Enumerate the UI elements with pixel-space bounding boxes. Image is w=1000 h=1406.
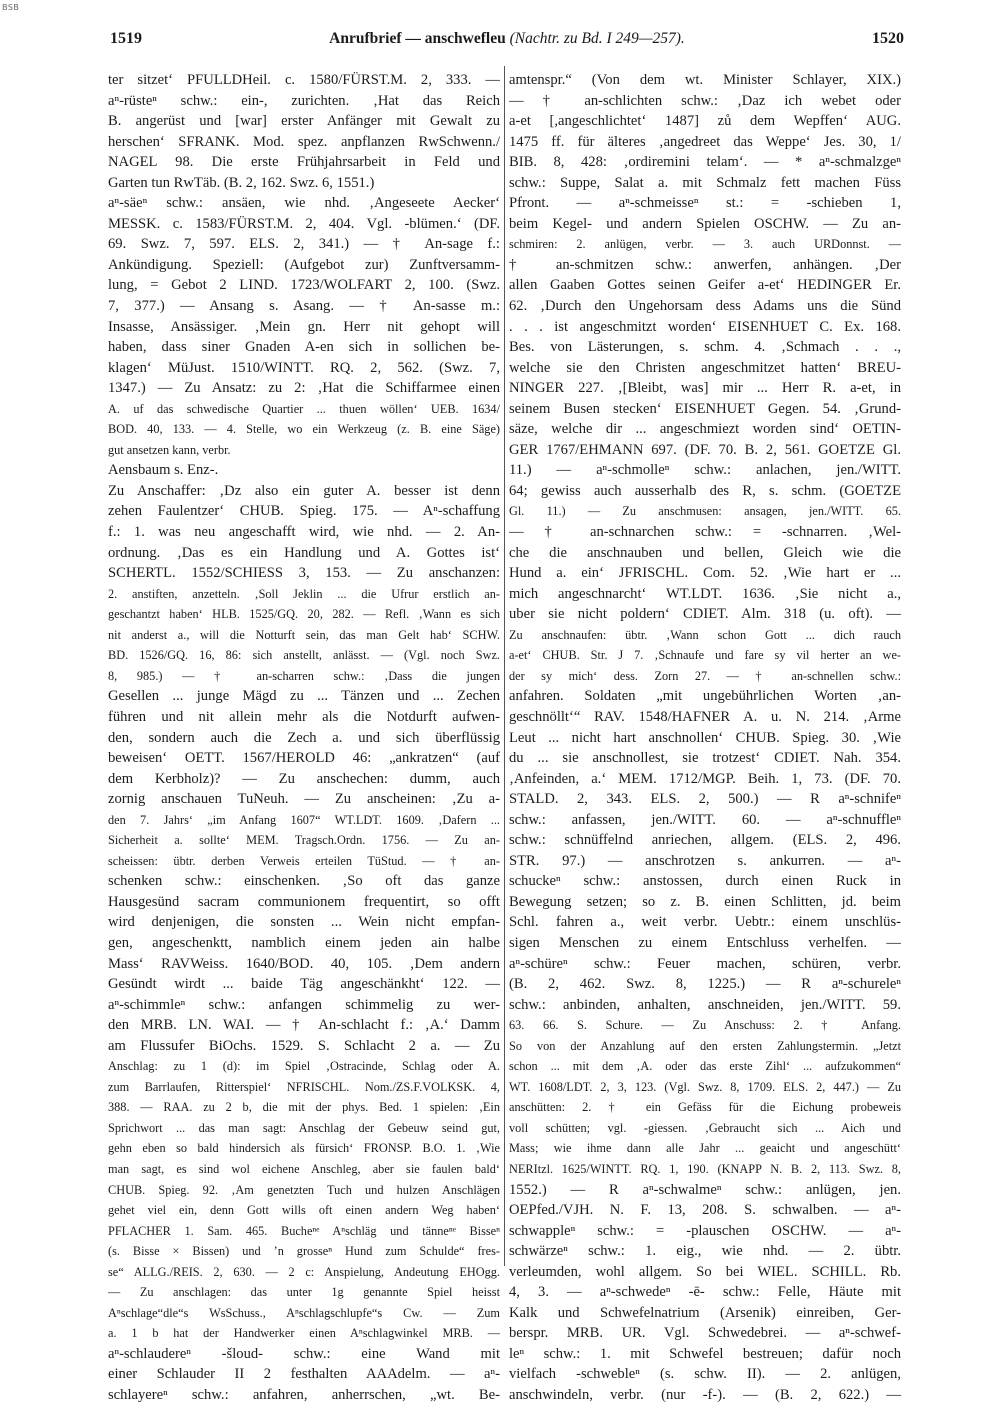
text-line: Hausgesünd sacram communionem frequentirt, so offt [108, 893, 500, 910]
text-line: STR. 97.) — anschrotzen s. ankurren. — aⁿ- [509, 852, 901, 869]
text-line: — Zu anschlagen: das unter 1g genannte Spiel heisst [108, 1285, 500, 1300]
text-line: 1552.) — R aⁿ-schwalmeⁿ schw.: anlügen, jen. [509, 1181, 901, 1198]
text-line: Garten tun RwTäb. (B. 2, 162. Swz. 6, 1551.) [108, 174, 375, 191]
text-line: 2. anstiften, anzetteln. ‚Soll Jeklin ... die Ufrur erstlich an- [108, 586, 500, 601]
text-line: (s. Bisse × Bissen) und ’n grosseⁿ Hund zum Schulde“ fres- [108, 1244, 500, 1259]
text-line: ter sitzet‘ PFULLDHeil. c. 1580/FÜRST.M. 2, 333. — [108, 72, 500, 88]
text-line: † an-schmitzen schw.: anwerfen, anhängen. ‚Der [509, 256, 901, 273]
text-line: dem Kerbholz)? — Zu anschechen: dumm, auch [108, 770, 500, 787]
text-line: B. angerüst und [war] erster Anfänger mit Gewalt zu [108, 113, 500, 130]
text-line: 4, 3. — aⁿ-schwedeⁿ -ē- schw.: Felle, Häute mit [509, 1284, 901, 1301]
text-line: PFLACHER 1. Sam. 465. Bucheⁿᵉ Aⁿschläg und tänneⁿᵉ Bisseⁿ [108, 1223, 500, 1238]
text-line: uber sie nicht poldern‘ CDIET. Alm. 318 (u. oft). — [509, 606, 901, 623]
text-line: schon ... mit dem ‚A. oder das erste Zihl‘ ... aufzukommen“ [509, 1059, 901, 1074]
text-line: schw.: anfassen, jen./WITT. 60. — aⁿ-schnuffleⁿ [509, 811, 901, 828]
text-line: schlayereⁿ schw.: anfahren, anherrschen, „wt. Be- [108, 1387, 500, 1403]
text-line: Aensbaum s. Enz-. [108, 462, 219, 479]
text-line: geschnöllt‘“ RAV. 1548/HAFNER A. u. N. 214. ‚Arme [509, 708, 901, 725]
text-line: Ankündigung. Speziell: (Aufgebot zur) Zunftversamm- [108, 256, 500, 273]
running-head-title: Anrufbrief — anschwefleu [329, 30, 506, 47]
text-line: lung, = Gebot 2 LIND. 1723/WOLFART 2, 100. (Swz. [108, 277, 500, 294]
text-line: seinem Busen stecken‘ EISENHUET Gegen. 54. ‚Grund- [509, 400, 901, 417]
text-line: einer Schlauder II 2 festhalten AAAdelm. — aⁿ- [108, 1366, 500, 1383]
text-line: OEPfed./VJH. N. F. 13, 208. S. schwalben. — aⁿ- [509, 1202, 901, 1219]
text-line: f.: 1. was neu angeschafft wird, wie nhd. — 2. An- [108, 524, 500, 541]
text-line: herschen‘ SFRANK. Mod. spez. anpflanzen RwSchwenn./ [108, 133, 500, 150]
text-line: So von der Anzahlung auf den ersten Zahlungstermin. „Jetzt [509, 1038, 901, 1053]
text-line: 7, 377.) — Ansang s. Asang. — † An-sasse m.: [108, 298, 500, 315]
text-line: amtenspr.“ (Von dem wt. Minister Schlayer, XIX.) [509, 72, 901, 88]
text-line: se“ ALLG./REIS. 2, 630. — 2 c: Anspielung, Andeutung EHOgg. [108, 1264, 500, 1279]
text-line: ordnung. ‚Das es ein Handlung und A. Gottes ist‘ [108, 544, 500, 561]
text-line: Zu Anschaffer: ‚Dz also ein guter A. besser ist denn [108, 482, 500, 499]
text-line: NINGER 227. ‚[Bleibt, was] mir ... Herr R. a-et, in [509, 380, 901, 397]
text-line: vielfach -schwebleⁿ (s. schw. II). — 2. anlügen, [509, 1366, 901, 1383]
text-line: den, sondern auch die Zech a. und sich überflüssig [108, 729, 500, 746]
text-line: gut ansetzen kann, verbr. [108, 442, 231, 457]
text-line: gehn eben so bald hindersich als fürsich‘ FRONSP. B.O. 1. ‚Wie [108, 1141, 500, 1156]
text-line: säze, welche dir ... angeschmiezt worden sind‘ OETIN- [509, 421, 901, 438]
text-line: Mass‘ RAVWeiss. 1640/BOD. 40, 105. ‚Dem andern [108, 955, 500, 972]
text-line: Anschlag: zu 1 (d): im Spiel ‚Ostracinde, Schlag oder A. [108, 1059, 500, 1074]
text-line: aⁿ-rüsteⁿ schw.: ein-, zurichten. ‚Hat das Reich [108, 92, 500, 109]
text-line: 63. 66. S. Schure. — Zu Anschuss: 2. † Anfang. [509, 1018, 901, 1033]
text-line: gen, angeschenktt, namblich einem jeden ain halbe [108, 934, 500, 951]
text-line: 64; gewiss auch ausserhalb des R, s. schm. (GOETZE [509, 482, 901, 499]
text-line: man sagt, es sind wol eichene Anschleg, aber sie faulen bald‘ [108, 1161, 500, 1176]
text-line: Pfront. — aⁿ-schmeisseⁿ st.: = -schieben 1, [509, 195, 901, 212]
text-line: aⁿ-schlaudereⁿ -šloud- schw.: eine Wand mit [108, 1345, 500, 1362]
text-line: du ... sie anschnollest, sie trotzest‘ CDIET. Nah. 354. [509, 750, 901, 767]
page-header [110, 30, 904, 54]
text-line: zum Barrlaufen, Ritterspiel‘ NFRISCHL. Nom./ZS.F.VOLKSK. 4, [108, 1079, 500, 1094]
text-line: 62. ‚Durch den Ungehorsam dess Adams uns die Sünd [509, 298, 901, 315]
text-line: beim Kegel- und andern Spielen OSCHW. — Zu an- [509, 215, 901, 232]
running-head [110, 30, 904, 48]
text-line: mich angeschnarcht‘ WT.LDT. 1636. ‚Sie nicht a., [509, 585, 901, 602]
text-line: allen Gaaben Gottes seinen Geifer a-et‘ HEDINGER Er. [509, 277, 901, 294]
text-line: Gesündt wirdt ... baide Täg angeschänkht‘ 122. — [108, 976, 500, 993]
text-line: geschantzt haben‘ HLB. 1525/GQ. 20, 282. — Refl. ‚Wann es sich [108, 607, 500, 622]
text-line: haben, dass siner Gnaden A-en sich in sollichen be- [108, 339, 500, 356]
text-line: a-et [,angeschlichtet‘ 1487] zů dem Wepffen‘ AUG. [509, 113, 901, 130]
text-line: aⁿ-schimmleⁿ schw.: anfangen schimmelig zu wer- [108, 996, 500, 1013]
text-line: (B. 2, 462. Swz. 8, 1225.) — R aⁿ-schureleⁿ [509, 976, 901, 993]
text-line: Sicherheit a. sollte‘ MEM. Tragsch.Ordn. 1756. — Zu an- [108, 833, 500, 848]
text-line: Leut ... nicht hart anschnollen‘ CHUB. Spieg. 30. ‚Wie [509, 729, 901, 746]
text-line: Zu anschnaufen: übtr. ‚Wann schon Gott ... dich rauch [509, 627, 901, 642]
text-line: Schl. fahren a., weit verbr. Uebtr.: einem unschlüs- [509, 914, 901, 931]
text-line: schwappleⁿ schw.: = -plauschen OSCHW. — aⁿ- [509, 1222, 901, 1239]
text-line: Mass; wie ihme dann alle Jahr ... geaicht und angeschütt‘ [509, 1141, 901, 1156]
text-line: beweisen‘ OETT. 1567/HEROLD 46: „ankratzen“ (auf [108, 750, 500, 767]
text-line: berspr. MRB. UR. Vgl. Schwedebrei. — aⁿ-schwef- [509, 1325, 901, 1342]
text-line: 8, 985.) — † an-scharren schw.: ‚Dass die jungen [108, 668, 500, 683]
text-line: leⁿ schw.: 1. mit Schwefel bestreuen; dafür noch [509, 1345, 901, 1362]
text-line: — † an-schlichten schw.: ‚Daz ich webet oder [509, 92, 901, 109]
text-line: aⁿ-säeⁿ schw.: ansäen, wie nhd. ‚Angeseete Aecker‘ [108, 195, 500, 212]
text-line: der sy mich‘ dess. Zorn 27. — † an-schnellen schw.: [509, 668, 901, 683]
library-stamp: BSB [2, 3, 20, 12]
text-line: BOD. 40, 133. — 4. Stelle, wo ein Werkzeug (z. B. eine Säge) [108, 422, 500, 437]
text-line: — † an-schnarchen schw.: = -schnarren. ‚Wel- [509, 524, 901, 541]
text-line: wird denjenigen, die sonsten ... Wein nicht empfan- [108, 914, 500, 931]
text-line: scheissen: übtr. derben Verweis erteilen TüStud. — † an- [108, 853, 500, 868]
text-line: aⁿ-schüreⁿ schw.: Feuer machen, schüren, verbr. [509, 955, 901, 972]
text-line: Gl. 11.) — Zu anschmusen: ansagen, jen./WITT. 65. [509, 504, 901, 519]
text-line: schw.: schnüffelnd anriechen, allgem. (ELS. 2, 496. [509, 832, 901, 849]
text-line: nit anderst a., will die Notturft sein, das man Gelt hab‘ SCHW. [108, 627, 500, 642]
text-line: SCHERTL. 1552/SCHIESS 3, 153. — Zu anschanzen: [108, 565, 500, 582]
text-line: Sprichwort ... das man sagt: Anschlag der Gebeuw seind gut, [108, 1120, 500, 1135]
text-line: schw.: Suppe, Salat a. mit Schmalz fett machen Füss [509, 174, 901, 191]
text-line: zornig anschauen TuNeuh. — Zu anscheinen: ‚Zu a- [108, 791, 500, 808]
text-line: A. uf das schwedische Quartier ... thuen wöllen‘ UEB. 1634/ [108, 401, 500, 416]
text-line: führen und nit allein mehr als die Notdurft aufwen- [108, 708, 500, 725]
text-line: zehen Faulentzer‘ CHUB. Spieg. 175. — Aⁿ-schaffung [108, 503, 500, 520]
left-column [108, 70, 500, 1406]
running-head-reference: (Nachtr. zu Bd. I 249—257). [509, 30, 685, 47]
text-line: che die anschnauben und bellen, Gleich wie die [509, 544, 901, 561]
text-line: MESSK. c. 1583/FÜRST.M. 2, 404. Vgl. -blümen.‘ (DF. [108, 215, 500, 232]
text-line: ‚Anfeinden, a.‘ MEM. 1712/MGP. Beih. 1, 73. (DF. 70. [509, 770, 901, 787]
text-line: Bes. von Lästerungen, s. schm. 4. ‚Schmach . . ., [509, 339, 901, 356]
text-line: anschütten: 2. † ein Gefäss für die Eichung probeweis [509, 1100, 901, 1115]
text-line: voll schütten; vgl. -giessen. ‚Gebraucht sich ... Aich und [509, 1120, 901, 1135]
text-line: den 7. Jahrs‘ „im Anfang 1607“ WT.LDT. 1609. ‚Dafern ... [108, 812, 500, 827]
text-line: schuckeⁿ schw.: anstossen, durch einen Ruck in [509, 873, 901, 890]
text-line: verleumden, wohl allgem. So bei WIEL. SCHILL. Rb. [509, 1263, 901, 1280]
text-line: Insasse, Ansässiger. ‚Mein gn. Herr nit gehopt will [108, 318, 500, 335]
text-line: am Flussufer BiOchs. 1529. S. Schlacht 2 a. — Zu [108, 1037, 500, 1054]
text-line: Gesellen ... junge Mägd zu ... Tänzen und ... Zechen [108, 688, 500, 705]
text-line: schw.: anbinden, anhalten, anschneiden, jen./WITT. 59. [509, 996, 901, 1013]
text-line: . . . ist angeschmitzt worden‘ EISENHUET C. Ex. 168. [509, 318, 901, 335]
text-line: 11.) — aⁿ-schmolleⁿ schw.: anlachen, jen./WITT. [509, 462, 901, 479]
text-line: GER 1767/EHMANN 697. (DF. 70. B. 2, 561. GOETZE Gl. [509, 441, 901, 458]
text-line: NERItzl. 1625/WINTT. RQ. 1, 190. (KNAPP N. B. 2, 113. Swz. 8, [509, 1161, 901, 1176]
text-line: anfahren. Soldaten „mit ungebührlichen Worten ‚an- [509, 688, 901, 705]
text-line: 1475 ff. für älteres ‚angedreet das Weppe‘ Jes. 30, 1/ [509, 133, 901, 150]
text-line: a. 1 b hat der Handwerker einen Aⁿschlagwinkel MRB. — [108, 1326, 500, 1341]
text-line: anschwindeln, verbr. (nur -f-). — (B. 2, 622.) — [509, 1387, 901, 1403]
page-number-left: 1519 [110, 30, 142, 47]
text-line: schenken schw.: einschenken. ‚So oft das ganze [108, 873, 500, 890]
text-line: welche sie den Christen angeschmitzet hatten‘ BREU- [509, 359, 901, 376]
text-line: WT. 1608/LDT. 2, 3, 123. (Vgl. Swz. 8, 1709. ELS. 2, 447.) — Zu [509, 1079, 901, 1094]
text-line: gehet viel ein, denn Gott wills oft einen andern Weg haben‘ [108, 1203, 500, 1218]
text-line: 1347.) — Zu Ansatz: zu 2: ‚Hat die Schiffarmee einen [108, 380, 500, 397]
text-line: Bewegung setzen; so z. B. einen Schlitten, jd. beim [509, 893, 901, 910]
text-line: NAGEL 98. Die erste Frühjahrsarbeit in Feld und [108, 154, 500, 171]
text-line: Aⁿschlage“dle“s WsSchuss., Aⁿschlagschlupfe“s Cw. — Zum [108, 1305, 500, 1320]
text-line: 69. Swz. 7, 597. ELS. 2, 341.) — † An-sage f.: [108, 236, 500, 253]
text-line: schmiren: 2. anlügen, verbr. — 3. auch URDonnst. — [509, 237, 901, 252]
right-column [509, 70, 901, 1406]
page-number-right: 1520 [872, 30, 904, 47]
text-line: den MRB. LN. WAI. — † An-schlacht f.: ‚A.‘ Damm [108, 1017, 500, 1034]
text-line: klagen‘ MüJust. 1510/WINTT. RQ. 2, 562. (Swz. 7, [108, 359, 500, 376]
text-line: 388. — RAA. zu 2 b, die mit der phys. Bed. 1 spielen: ‚Ein [108, 1100, 500, 1115]
text-line: Kalk und Schwefelnatrium (Arsenik) einreiben, Ger- [509, 1304, 901, 1321]
text-line: STALD. 2, 343. ELS. 2, 500.) — R aⁿ-schnifeⁿ [509, 791, 901, 808]
text-line: Hund a. ein‘ JFRISCHL. Com. 52. ‚Wie hart er ... [509, 565, 901, 582]
text-line: a-et‘ CHUB. Str. J 7. ‚Schnaufe und fare sy vil herter an we- [509, 648, 901, 663]
text-line: sigen Menschen zu einem Entschluss verhelfen. — [509, 934, 901, 951]
text-line: BIB. 8, 428: ‚ordiremini telam‘. — * aⁿ-schmalzgeⁿ [509, 154, 901, 171]
column-divider [504, 66, 505, 1266]
text-line: CHUB. Spieg. 92. ‚Am genetzten Tuch und hulzen Anschlägen [108, 1182, 500, 1197]
text-line: BD. 1526/GQ. 16, 86: sich anstellt, anlässt. — (Vgl. noch Swz. [108, 648, 500, 663]
text-line: schwärzeⁿ schw.: 1. eig., wie nhd. — 2. übtr. [509, 1243, 901, 1260]
